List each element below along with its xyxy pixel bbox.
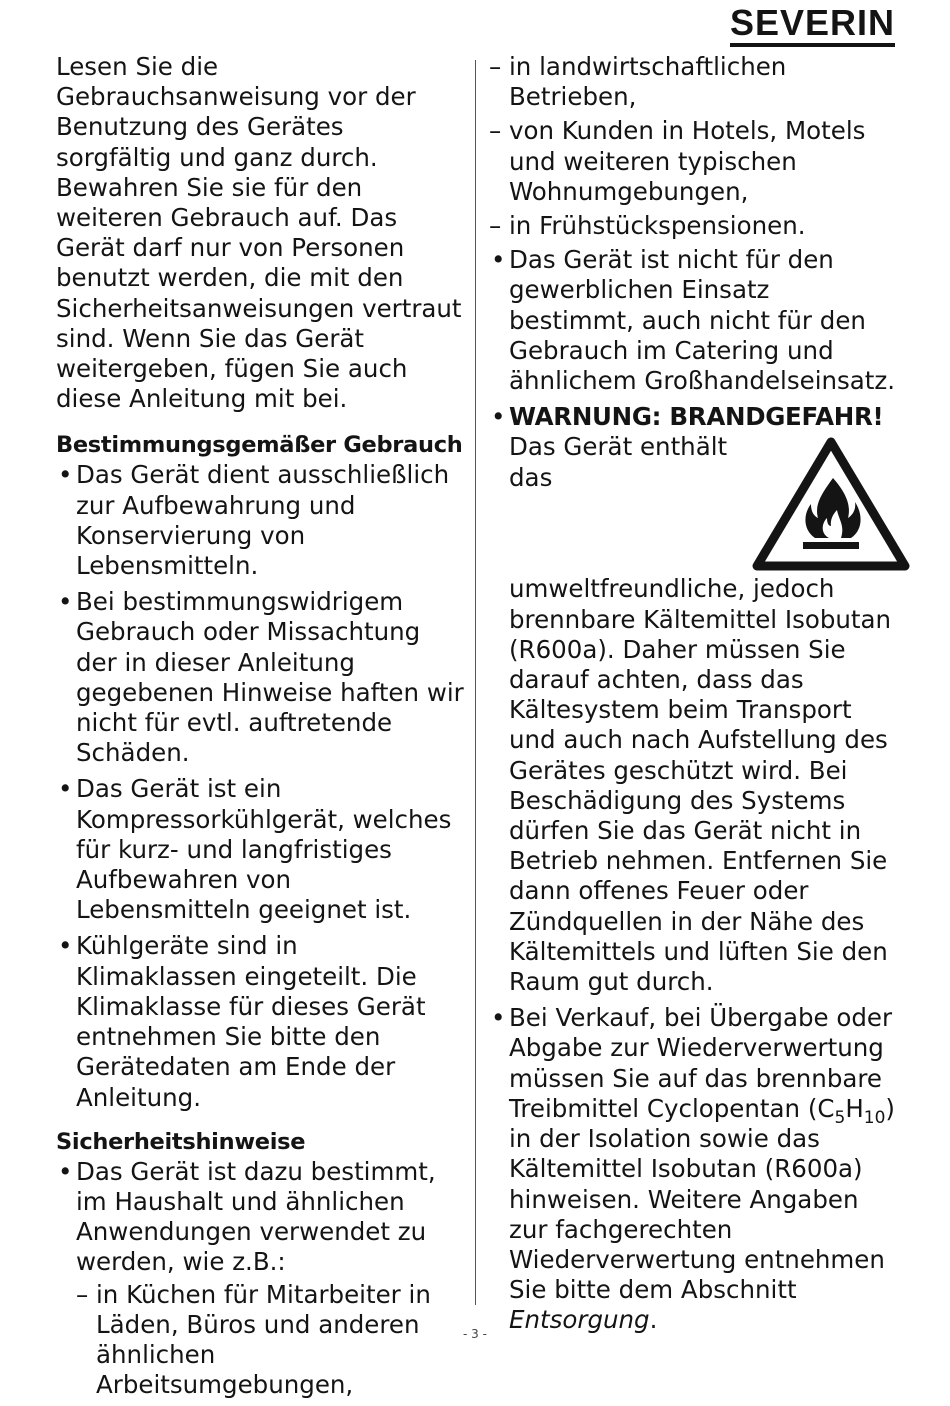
disposal-text-h: H <box>845 1093 864 1123</box>
list-item: • Das Gerät ist ein Kompressorkühlgerät, welches für kurz- und langfristiges Aufbewahren von Lebensmitteln geeignet ist. <box>56 774 466 925</box>
disposal-text-b: ) in der Isolation sowie das Kältemittel Isobutan (R600a) hinweisen. Weitere Angaben zur fachgerechten Wiederverwertung entnehmen Sie bitte dem Abschnitt <box>509 1093 895 1305</box>
safety-list <box>56 1157 466 1401</box>
subscript-10: 10 <box>863 1107 886 1128</box>
disposal-emphasis: Entsorgung <box>509 1305 650 1335</box>
subscript-5: 5 <box>834 1107 846 1128</box>
flammable-warning-icon <box>751 434 911 574</box>
usage-dash-list-continued <box>489 52 899 241</box>
dash-item: – in landwirtschaftlichen Betrieben, <box>489 52 899 112</box>
left-column <box>56 52 466 1406</box>
dash-item: – in Küchen für Mitarbeiter in Läden, Büros und anderen ähnlichen Arbeitsumgebungen, <box>76 1280 466 1401</box>
column-divider <box>475 60 476 1305</box>
dash-item: – von Kunden in Hotels, Motels und weiteren typischen Wohnumgebungen, <box>489 116 899 207</box>
disposal-item <box>489 1003 899 1335</box>
list-item: • Bei bestimmungswidrigem Gebrauch oder Missachtung der in dieser Anleitung gegebenen Hinweise haften wir nicht für evtl. auftretende Schäden. <box>56 587 466 768</box>
warning-title: • WARNUNG: BRANDGEFAHR! <box>509 402 884 432</box>
brand-logo: SEVERIN <box>730 3 895 47</box>
dash-item: – in Frühstückspensionen. <box>489 211 899 241</box>
right-bullet-list <box>489 245 899 1335</box>
heading-intended-use: Bestimmungsgemäßer Gebrauch <box>56 432 463 459</box>
list-item: • Das Gerät ist nicht für den gewerblichen Einsatz bestimmt, auch nicht für den Gebrauch im Catering und ähnlichem Großhandelseinsatz. <box>489 245 899 396</box>
list-item <box>56 1157 466 1401</box>
disposal-text-a: Bei Verkauf, bei Übergabe oder Abgabe zur Wiederverwertung müssen Sie auf das brennbare Treibmittel Cyclopentan (C <box>509 1003 893 1123</box>
intended-use-list <box>56 460 466 1112</box>
heading-safety: Sicherheitshinweise <box>56 1128 306 1155</box>
warning-text: Das Gerät enthält das umweltfreundliche, jedoch brennbare Kältemittel Isobutan (R600a). Daher müssen Sie darauf achten, dass das Kältesystem beim Transport und auch nach Aufstellung des Gerätes geschützt wird. Bei Beschädigung des Systems dürfen Sie das Gerät nicht in Betrieb nehmen. Entfernen Sie dann offenes Feuer oder Zündquellen in der Nähe des Kältemittels und lüften Sie den Raum gut durch. <box>509 432 892 997</box>
list-item: • Das Gerät dient ausschließlich zur Aufbewahrung und Konservierung von Lebensmitteln. <box>56 460 466 581</box>
intro-paragraph: Lesen Sie die Gebrauchsanweisung vor der Benutzung des Gerätes sorgfältig und ganz durch. Bewahren Sie sie für den weiteren Gebrauch auf. Das Gerät darf nur von Personen benutzt werden, die mit den Sicherheitsanweisungen vertraut sind. Wenn Sie das Gerät weitergeben, fügen Sie auch diese Anleitung mit bei. <box>56 52 462 414</box>
safety-bullet-text: Das Gerät ist dazu bestimmt, im Haushalt und ähnlichen Anwendungen verwendet zu werden, wie z.B.: <box>76 1156 436 1277</box>
page-number: - 3 - <box>463 1327 487 1341</box>
disposal-text-end: . <box>649 1305 658 1335</box>
list-item: • Kühlgeräte sind in Klimaklassen eingeteilt. Die Klimaklasse für dieses Gerät entnehmen Sie bitte den Gerätedaten am Ende der Anleitung. <box>56 931 466 1112</box>
right-column <box>489 52 899 1342</box>
warning-item <box>489 402 899 997</box>
